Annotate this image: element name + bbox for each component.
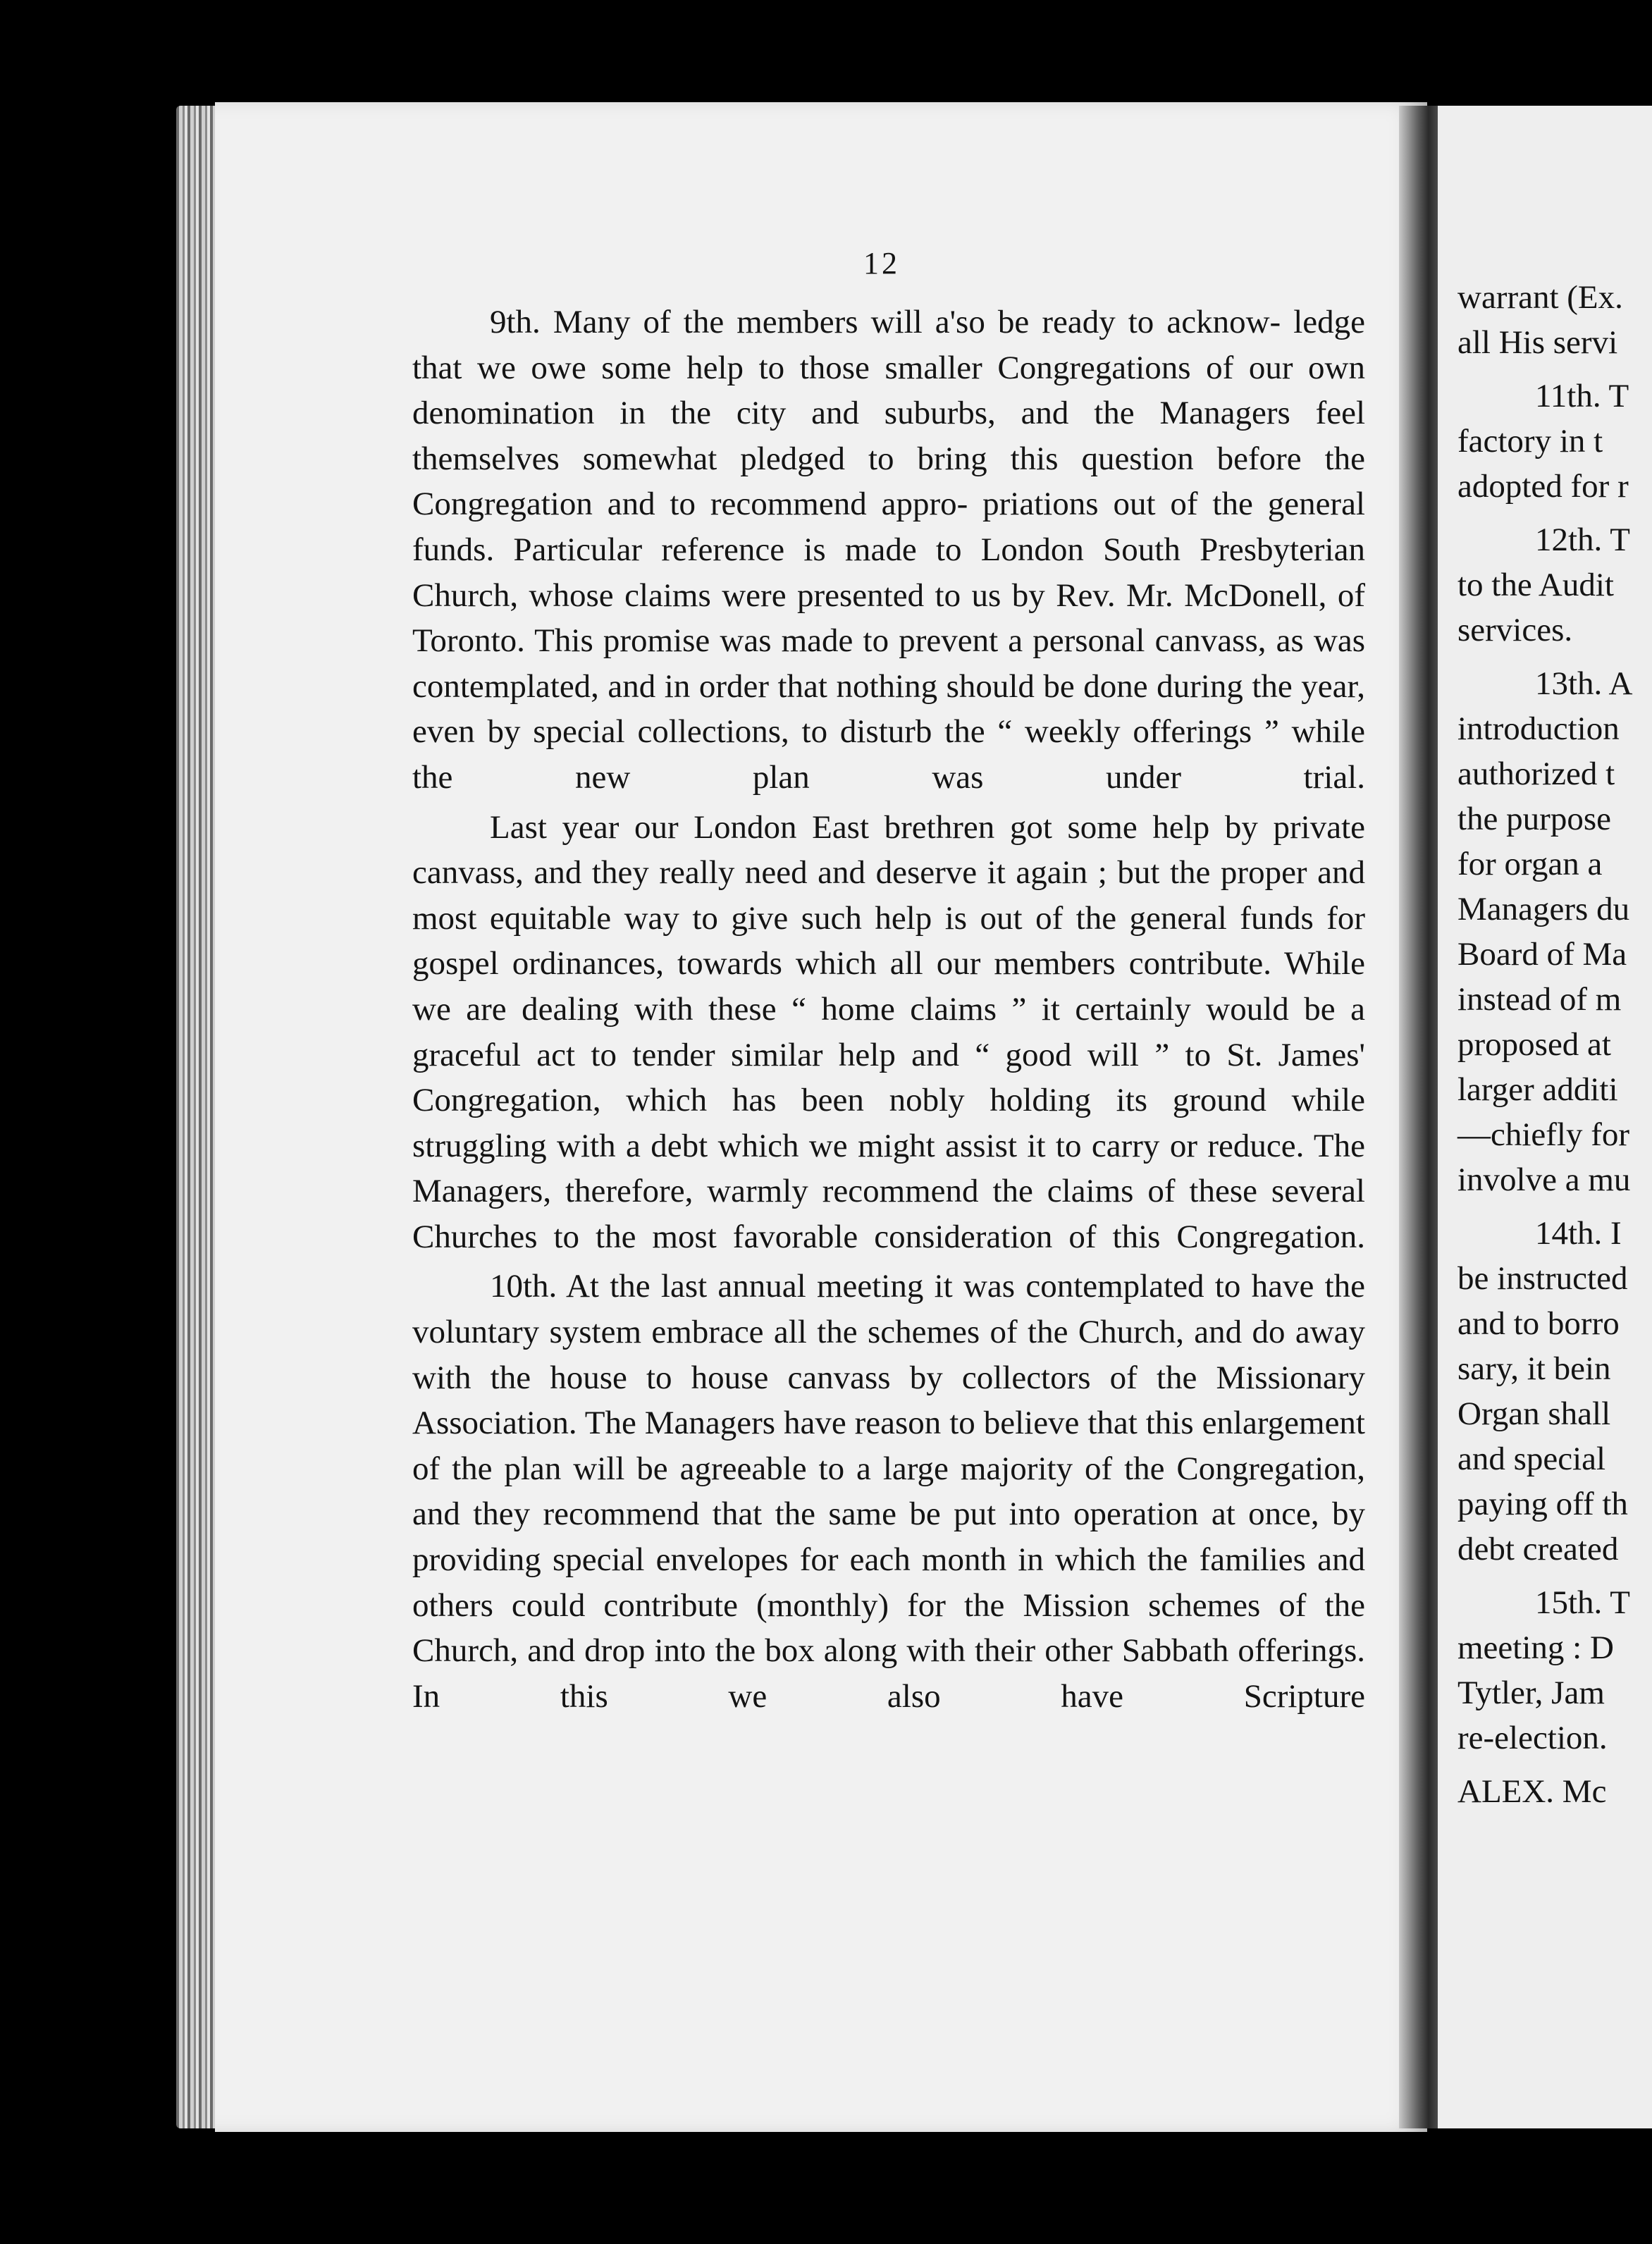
right-page-line: to the Audit xyxy=(1457,567,1614,603)
right-page-line xyxy=(1457,365,1652,374)
right-page-body xyxy=(1457,275,1652,1814)
right-page-line: all His servi xyxy=(1457,324,1618,361)
right-page-line: 12th. T xyxy=(1535,522,1630,558)
paragraph-10th: 10th. At the last annual meeting it was contemplated to have the voluntary system embrace all the schemes of the Church, and do away with the house to house canvass by collectors of the Missionary Association. The Managers have reason to believe that this enlargement of the plan will be agreeable to a large majority of the Congregation, and they recommend that the same be put into operation at once, by providing special envelopes for each month in which the families and others could contribute (monthly) for the Mission schemes of the Church, and drop into the box along with their other Sabbath offerings. In this we also have Scripture xyxy=(412,1268,1366,1715)
right-page-line xyxy=(1457,509,1652,517)
right-page-line: adopted for r xyxy=(1457,468,1629,505)
right-page-line: 13th. A xyxy=(1535,665,1633,702)
right-page-line: involve a mu xyxy=(1457,1161,1631,1198)
right-page-line xyxy=(1457,1761,1652,1769)
right-page-line: ALEX. Mc xyxy=(1457,1773,1607,1810)
right-page-line: warrant (Ex. xyxy=(1457,279,1623,316)
right-page-line: paying off th xyxy=(1457,1486,1628,1522)
right-page-line: larger additi xyxy=(1457,1071,1618,1108)
right-page-line: debt created xyxy=(1457,1531,1619,1567)
left-page-body xyxy=(412,300,1365,1719)
right-page-line: and to borro xyxy=(1457,1305,1620,1342)
right-page-line: for organ a xyxy=(1457,846,1603,882)
right-page-line: Tytler, Jam xyxy=(1457,1675,1605,1711)
right-page-line: —chiefly for xyxy=(1457,1116,1630,1153)
right-page-line: be instructed xyxy=(1457,1260,1628,1297)
right-page-line: 11th. T xyxy=(1535,378,1629,414)
right-page-line: 14th. I xyxy=(1535,1215,1622,1252)
right-page-line xyxy=(1457,653,1652,661)
right-page-line: Organ shall xyxy=(1457,1395,1611,1432)
right-page-line: re-election. xyxy=(1457,1720,1608,1756)
paragraph-london-east: Last year our London East brethren got some help by private canvass, and they really need and deserve it again ; but the proper and most equitable way to give such help is out of the general funds for gospel ordinances, towards which all our members contribute. While we are dealing with these “ home claims ” it certainly would be a graceful act to tender similar help and “ good will ” to St. James' Congregation, which has been nobly holding its ground while struggling with a debt which we might assist it to carry or reduce. The Managers, therefore, warmly recommend the claims of these several Churches to the most favorable consideration of this Congregation. xyxy=(412,808,1366,1255)
right-page-line: instead of m xyxy=(1457,981,1622,1018)
right-page-line: and special xyxy=(1457,1441,1606,1477)
right-page-line: meeting : D xyxy=(1457,1629,1614,1666)
right-page-line xyxy=(1457,1202,1652,1211)
right-page-line: Board of Ma xyxy=(1457,936,1627,973)
right-page-line: introduction xyxy=(1457,710,1620,747)
right-page-line: sary, it bein xyxy=(1457,1350,1611,1387)
right-page-line: services. xyxy=(1457,612,1573,648)
right-page-line: 15th. T xyxy=(1535,1584,1630,1621)
right-page-line: authorized t xyxy=(1457,756,1615,792)
right-page-line: Managers du xyxy=(1457,891,1630,927)
right-page-line: the purpose xyxy=(1457,801,1611,837)
right-page-line xyxy=(1457,1572,1652,1580)
paragraph-9th: 9th. Many of the members will a'so be ready to acknow- ledge that we owe some help to those smaller Congregations of our own denomination in the city and suburbs, and the Managers feel themselves somewhat pledged to bring this question before the Congregation and to recommend appro- priations out of the general funds. Particular reference is made to London South Presbyterian Church, whose claims were presented to us by Rev. Mr. McDonell, of Toronto. This promise was made to prevent a personal canvass, as was contemplated, and in order that nothing should be done during the year, even by special collections, to disturb the “ weekly offerings ” while the new plan was under trial. xyxy=(412,304,1366,796)
right-page-line: factory in t xyxy=(1457,423,1603,460)
page-number: 12 xyxy=(863,246,900,280)
right-page-line: proposed at xyxy=(1457,1026,1611,1063)
